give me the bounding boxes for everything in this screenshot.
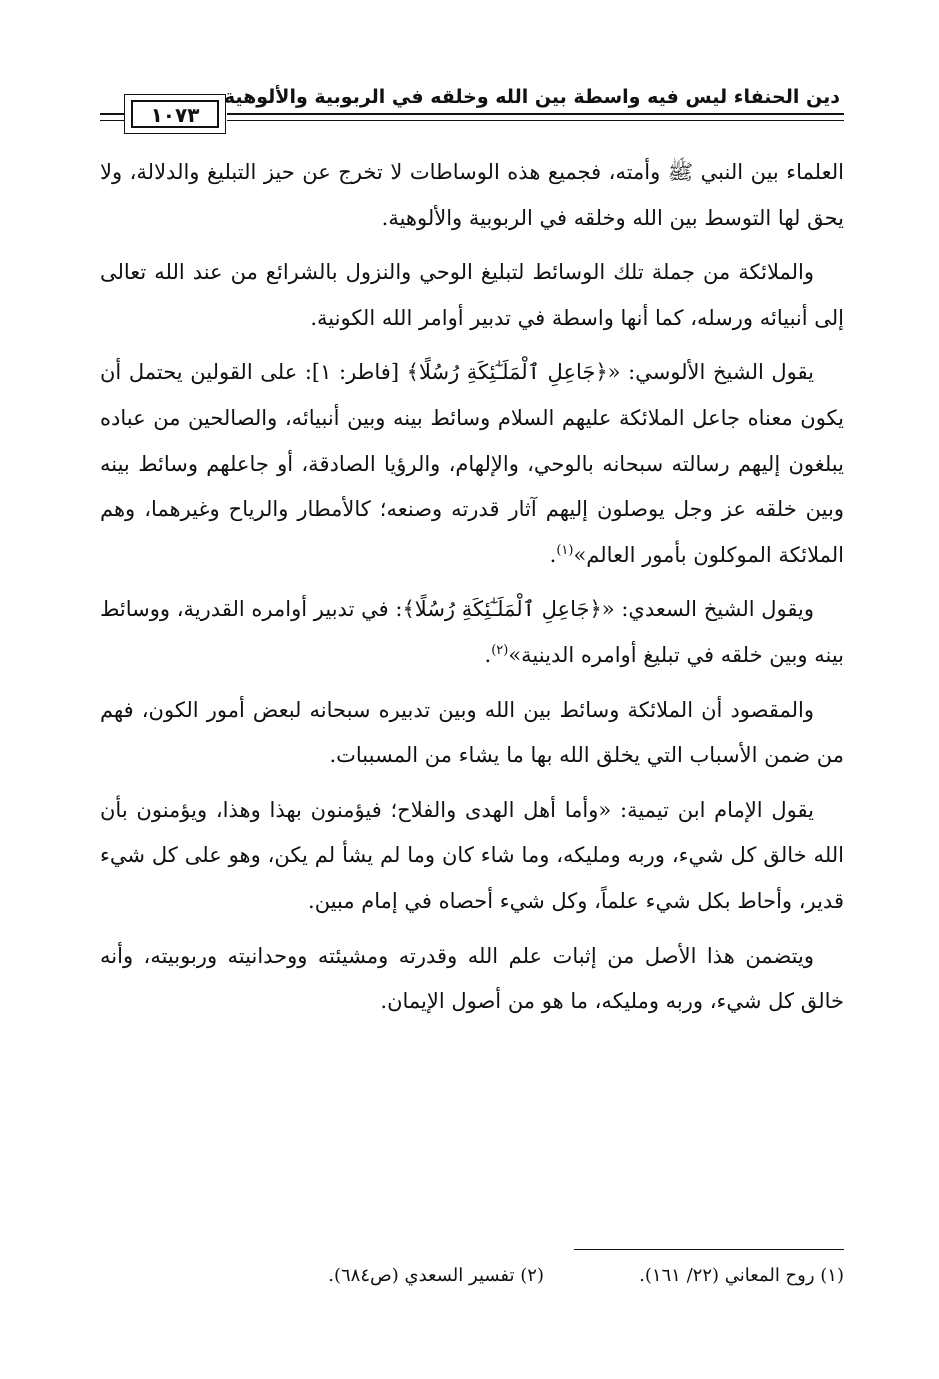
page-number: ١٠٧٣ — [131, 100, 219, 128]
paragraph-text: ويقول الشيخ السعدي: «﴿جَاعِلِ ٱلْمَلَـٰٓئِكَةِ رُسُلًا﴾: في تدبير أوامره القدرية، ووسائط بينه وبين خلقه في تبليغ أوامره الدينية» — [100, 597, 844, 667]
running-header — [100, 86, 844, 136]
paragraph-with-footnote: ويقول الشيخ السعدي: «﴿جَاعِلِ ٱلْمَلَـٰٓئِكَةِ رُسُلًا﴾: في تدبير أوامره القدرية، ووسائط بينه وبين خلقه في تبليغ أوامره الدينية»$^{(٢)}$. — [100, 597, 844, 667]
running-title: دين الحنفاء ليس فيه واسطة بين الله وخلقه في الربوبية والألوهية — [223, 86, 840, 108]
header-rule — [227, 113, 844, 121]
paragraph: ويتضمن هذا الأصل من إثبات علم الله وقدرته ومشيئته ووحدانيته وربوبيته، وأنه خالق كل شيء، وربه ومليكه، ما هو من أصول الإيمان. — [100, 943, 844, 1014]
paragraph: والملائكة من جملة تلك الوسائط لتبليغ الوحي والنزول بالشرائع من عند الله تعالى إلى أنبيائه ورسله، كما أنها واسطة في تدبير أوامر الله الكونية. — [100, 260, 844, 330]
page-number-frame — [124, 94, 226, 134]
paragraph: والمقصود أن الملائكة وسائط بين الله وبين تدبيره سبحانه لبعض أمور الكون، فهم من ضمن الأسباب التي يخلق الله بها ما يشاء من المسببات. — [100, 697, 844, 768]
body-text — [100, 150, 844, 1034]
footnote: (١) روح المعاني (٢٢/ ١٦١). — [639, 1265, 844, 1286]
paragraph: يقول الإمام ابن تيمية: «وأما أهل الهدى والفلاح؛ فيؤمنون بهذا وهذا، ويؤمنون بأن الله خالق كل شيء، وربه ومليكه، وما شاء كان وما لم يشأ لم يكن، وهو على كل شيء قدير، وأحاط بكل شيء علماً، وكل شيء أحصاه في إمام مبين. — [100, 797, 844, 913]
footnotes — [100, 1265, 844, 1305]
paragraph-with-footnote: يقول الشيخ الألوسي: «﴿جَاعِلِ ٱلْمَلَـٰٓئِكَةِ رُسُلًا﴾ [فاطر: ١]: على القولين يحتمل أن يكون معناه جاعل الملائكة عليهم السلام وسائط بينه وبين أنبيائه، والصالحين من عباده يبلغون إليهم رسالته سبحانه بالوحي، والإلهام، والرؤيا الصادقة، أو جاعلهم وسائط بينه وبين خلقه عز وجل يوصلون إليهم آثار قدرته وصنعه؛ كالأمطار والرياح وغيرهما، وهم الملائكة الموكلون بأمور العالم»$^{(١)}$. — [100, 360, 844, 567]
footnote: (٢) تفسير السعدي (ص٦٨٤). — [328, 1265, 544, 1286]
footnote-ref: (٢) — [491, 642, 509, 658]
paragraph: العلماء بين النبي ﷺ وأمته، فجميع هذه الوساطات لا تخرج عن حيز التبليغ والدلالة، ولا يحق لها التوسط بين الله وخلقه في الربوبية والألوهية. — [100, 160, 844, 230]
footnote-separator — [574, 1249, 844, 1250]
paragraph-text: يقول الشيخ الألوسي: «﴿جَاعِلِ ٱلْمَلَـٰٓئِكَةِ رُسُلًا﴾ [فاطر: ١]: على القولين يحتمل أن يكون معناه جاعل الملائكة عليهم السلام وسائط بينه وبين أنبيائه، والصالحين من عباده يبلغون إليهم رسالته سبحانه بالوحي، والإلهام، والرؤيا الصادقة، أو جاعلهم وسائط بينه وبين خلقه عز وجل يوصلون إليهم آثار قدرته وصنعه؛ كالأمطار والرياح وغيرهما، وهم الملائكة الموكلون بأمور العالم» — [100, 360, 844, 567]
footnote-ref: (١) — [556, 542, 574, 558]
header-rule-left — [100, 113, 124, 121]
